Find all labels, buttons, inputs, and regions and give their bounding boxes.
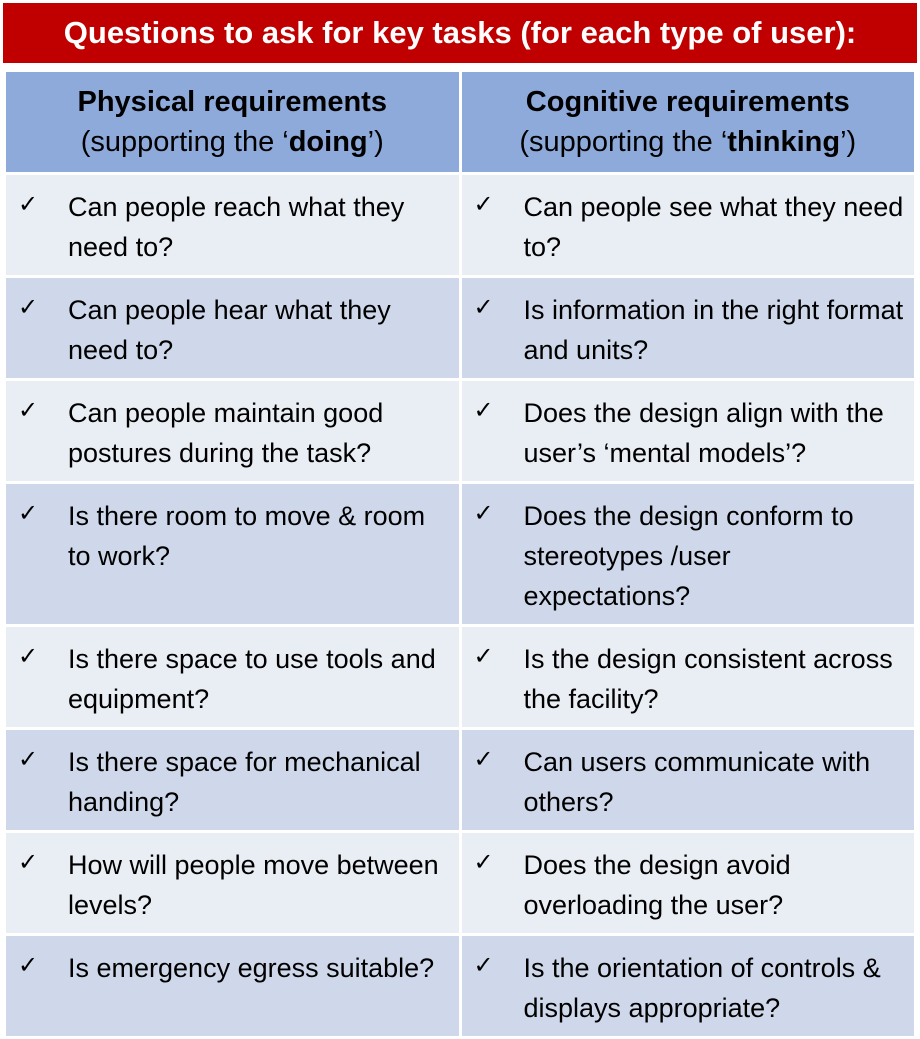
cognitive-question: Is information in the right format and units? [523, 295, 904, 365]
cognitive-question: Is the orientation of controls & displays appropriate? [523, 953, 881, 1023]
cognitive-cell [462, 175, 915, 275]
checkmark-icon: ✓ [473, 745, 494, 773]
physical-cell [6, 730, 459, 830]
table-row [6, 381, 914, 481]
physical-question: Can people maintain good postures during the task? [68, 398, 384, 468]
checkmark-icon: ✓ [18, 848, 39, 876]
physical-question: Is there space for mechanical handing? [68, 747, 421, 817]
table-row [6, 730, 914, 830]
checkmark-icon: ✓ [18, 293, 39, 321]
page-title: Questions to ask for key tasks (for each type of user): [3, 3, 917, 63]
checkmark-icon: ✓ [473, 848, 494, 876]
physical-header [6, 72, 459, 172]
cognitive-cell [462, 278, 915, 378]
cognitive-cell [462, 730, 915, 830]
checkmark-icon: ✓ [18, 499, 39, 527]
checkmark-icon: ✓ [18, 190, 39, 218]
requirements-table [3, 69, 917, 1039]
cognitive-header-title: Cognitive requirements [525, 86, 850, 118]
cognitive-cell [462, 381, 915, 481]
cognitive-cell [462, 484, 915, 624]
checkmark-icon: ✓ [473, 293, 494, 321]
physical-question: How will people move between levels? [68, 850, 439, 920]
checkmark-icon: ✓ [18, 642, 39, 670]
cognitive-cell [462, 833, 915, 933]
table-row [6, 833, 914, 933]
checkmark-icon: ✓ [18, 396, 39, 424]
physical-question: Is emergency egress suitable? [68, 953, 435, 983]
physical-cell [6, 278, 459, 378]
checkmark-icon: ✓ [473, 642, 494, 670]
physical-header-title: Physical requirements [77, 86, 387, 118]
physical-header-subtitle: (supporting the ‘doing’) [80, 126, 384, 158]
cognitive-question: Can people see what they need to? [523, 192, 904, 262]
table-row [6, 484, 914, 624]
table-row [6, 278, 914, 378]
physical-cell [6, 381, 459, 481]
cognitive-question: Does the design avoid overloading the user? [523, 850, 791, 920]
cognitive-question: Does the design align with the user’s ‘mental models’? [523, 398, 884, 468]
physical-cell [6, 936, 459, 1036]
table-header-row [6, 72, 914, 172]
checkmark-icon: ✓ [473, 190, 494, 218]
table-row [6, 175, 914, 275]
physical-question: Can people hear what they need to? [68, 295, 391, 365]
table-row [6, 936, 914, 1036]
physical-cell [6, 484, 459, 624]
cognitive-question: Does the design conform to stereotypes /user expectations? [523, 501, 854, 611]
checkmark-icon: ✓ [473, 499, 494, 527]
table-row [6, 627, 914, 727]
cognitive-cell [462, 627, 915, 727]
cognitive-question: Is the design consistent across the facility? [523, 644, 893, 714]
physical-cell [6, 175, 459, 275]
checkmark-icon: ✓ [473, 396, 494, 424]
cognitive-cell [462, 936, 915, 1036]
checkmark-icon: ✓ [18, 951, 39, 979]
checkmark-icon: ✓ [473, 951, 494, 979]
cognitive-header [462, 72, 915, 172]
physical-cell [6, 833, 459, 933]
checkmark-icon: ✓ [18, 745, 39, 773]
physical-question: Can people reach what they need to? [68, 192, 405, 262]
physical-question: Is there room to move & room to work? [68, 501, 426, 571]
cognitive-header-subtitle: (supporting the ‘thinking’) [519, 126, 857, 158]
cognitive-question: Can users communicate with others? [523, 747, 871, 817]
physical-question: Is there space to use tools and equipment? [68, 644, 436, 714]
physical-cell [6, 627, 459, 727]
